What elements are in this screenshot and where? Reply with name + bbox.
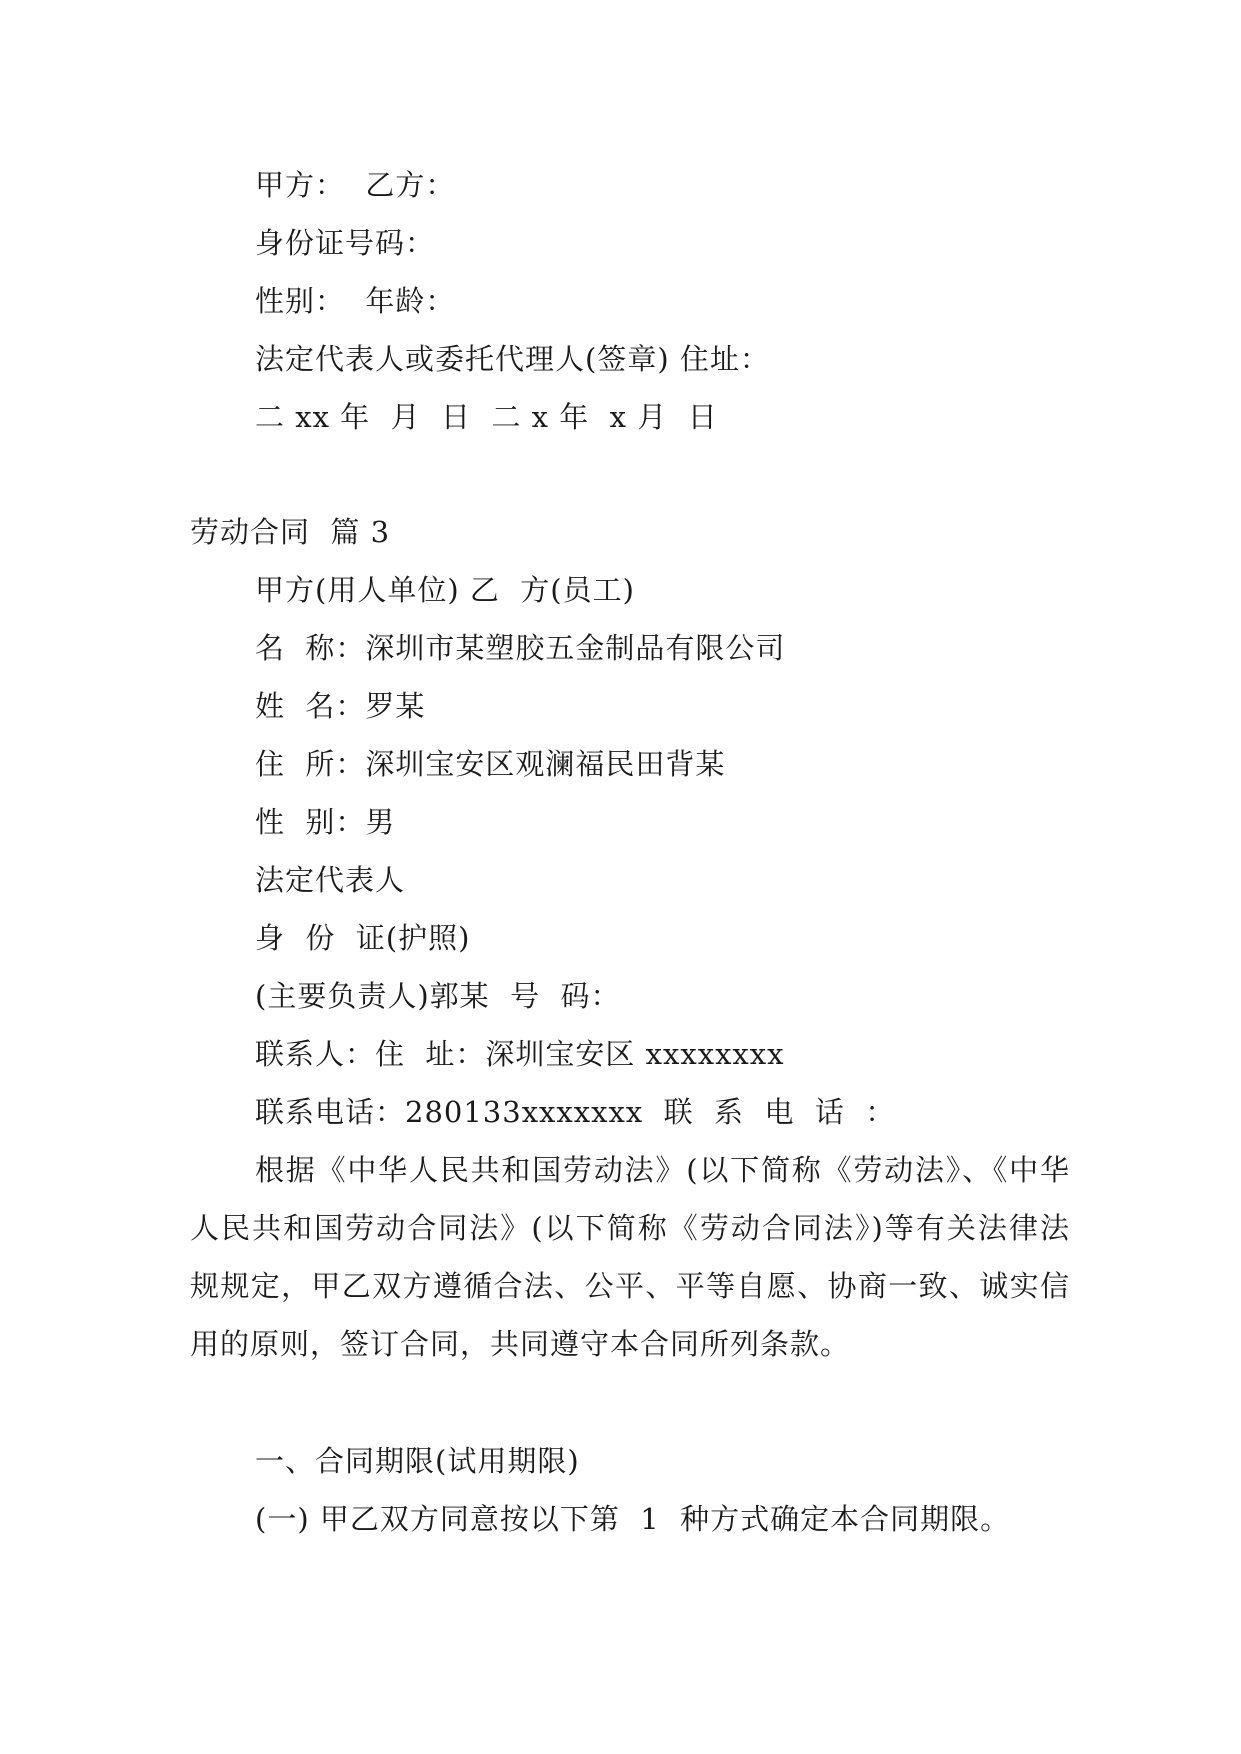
- section-title: 劳动合同 篇 3: [190, 515, 391, 549]
- intro-paragraph: 根据《中华人民共和国劳动法》(以下简称《劳动法》、《中华人民共和国劳动合同法》(以下简称《劳动合同法》)等有关法律法规规定，甲乙双方遵循合法、公平、平等自愿、协商一致、诚实信用的原则，签订合同，共同遵守本合同所列条款。: [190, 1153, 1070, 1361]
- date-line: 二 xx 年 月 日 二 x 年 x 月 日: [255, 400, 718, 434]
- employee-name-line: 姓 名：罗某: [255, 689, 426, 723]
- company-name-line: 名 称：深圳市某塑胶五金制品有限公司: [255, 631, 786, 665]
- gender-age-line: 性别： 年龄：: [255, 284, 456, 318]
- party-line: 甲方： 乙方：: [255, 168, 456, 202]
- legal-rep-line: 法定代表人: [255, 863, 406, 897]
- contact-phone-line: 联系电话：280133xxxxxxx 联 系 电 话 ：: [255, 1095, 896, 1129]
- clause-heading: 一、合同期限(试用期限): [255, 1444, 580, 1478]
- parties-header-line: 甲方(用人单位) 乙 方(员工): [255, 573, 635, 607]
- principal-line: (主要负责人)郭某 号 码：: [255, 979, 621, 1013]
- representative-line: 法定代表人或委托代理人(签章) 住址：: [255, 342, 770, 376]
- id-passport-line: 身 份 证(护照): [255, 921, 471, 955]
- residence-line: 住 所：深圳宝安区观澜福民田背某: [255, 747, 726, 781]
- clause-item: (一) 甲乙双方同意按以下第 1 种方式确定本合同期限。: [255, 1502, 1011, 1536]
- employee-gender-line: 性 别：男: [255, 805, 396, 839]
- contact-person-line: 联系人：住 址：深圳宝安区 xxxxxxxx: [255, 1037, 785, 1071]
- id-number-line: 身份证号码：: [255, 226, 436, 260]
